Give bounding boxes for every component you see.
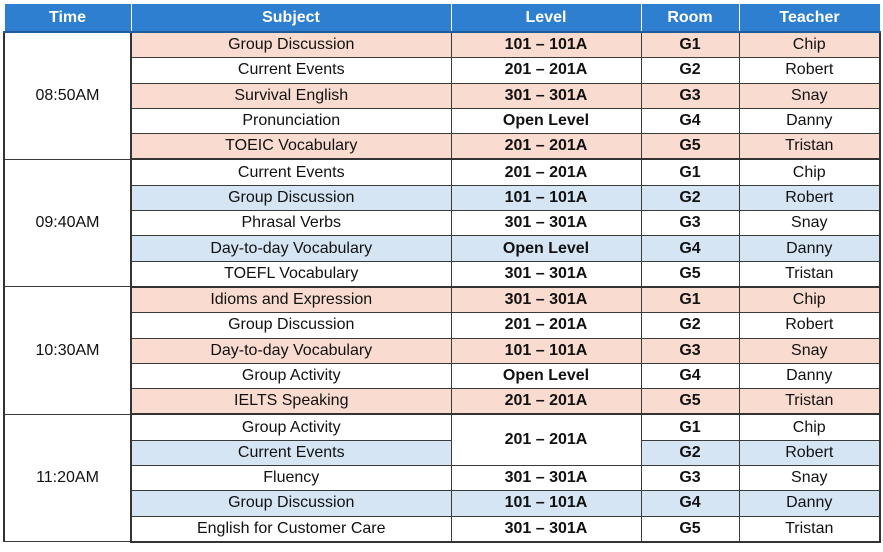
teacher-cell: Robert	[739, 440, 880, 465]
level-cell: 301 – 301A	[451, 287, 641, 313]
room-cell: G3	[641, 338, 739, 363]
room-cell: G3	[641, 83, 739, 108]
table-row	[4, 108, 880, 133]
subject-cell: TOEIC Vocabulary	[131, 134, 451, 160]
subject-cell: Phrasal Verbs	[131, 211, 451, 236]
level-cell: 101 – 101A	[451, 32, 641, 58]
subject-cell: Group Discussion	[131, 32, 451, 58]
subject-cell: Group Activity	[131, 363, 451, 388]
table-row	[4, 516, 880, 542]
teacher-cell: Danny	[739, 363, 880, 388]
table-row	[4, 491, 880, 516]
table-row	[4, 363, 880, 388]
level-cell: 301 – 301A	[451, 211, 641, 236]
level-cell: 301 – 301A	[451, 83, 641, 108]
room-cell: G1	[641, 414, 739, 440]
room-cell: G1	[641, 32, 739, 58]
header-subject: Subject	[131, 4, 451, 33]
table-row	[4, 58, 880, 83]
table-row	[4, 83, 880, 108]
level-cell: Open Level	[451, 363, 641, 388]
teacher-cell: Chip	[739, 159, 880, 185]
teacher-cell: Tristan	[739, 516, 880, 542]
room-cell: G4	[641, 236, 739, 261]
level-cell: 201 – 201A	[451, 159, 641, 185]
teacher-cell: Snay	[739, 211, 880, 236]
subject-cell: Day-to-day Vocabulary	[131, 236, 451, 261]
room-cell: G2	[641, 440, 739, 465]
level-cell: 301 – 301A	[451, 466, 641, 491]
level-cell: 101 – 101A	[451, 185, 641, 210]
teacher-cell: Tristan	[739, 261, 880, 287]
time-slot-cell: 10:30AM	[4, 287, 131, 414]
level-cell: 101 – 101A	[451, 338, 641, 363]
level-cell: Open Level	[451, 236, 641, 261]
room-cell: G4	[641, 363, 739, 388]
header-time: Time	[4, 4, 131, 33]
teacher-cell: Danny	[739, 108, 880, 133]
subject-cell: Survival English	[131, 83, 451, 108]
table-row	[4, 185, 880, 210]
level-cell: Open Level	[451, 108, 641, 133]
teacher-cell: Chip	[739, 287, 880, 313]
room-cell: G4	[641, 491, 739, 516]
subject-cell: Current Events	[131, 159, 451, 185]
teacher-cell: Robert	[739, 185, 880, 210]
level-cell-merged: 201 – 201A	[451, 414, 641, 465]
level-cell: 201 – 201A	[451, 389, 641, 415]
level-cell: 301 – 301A	[451, 516, 641, 542]
level-cell: 201 – 201A	[451, 58, 641, 83]
room-cell: G4	[641, 108, 739, 133]
room-cell: G5	[641, 134, 739, 160]
room-cell: G2	[641, 185, 739, 210]
level-cell: 201 – 201A	[451, 313, 641, 338]
subject-cell: Current Events	[131, 440, 451, 465]
table-row	[4, 338, 880, 363]
room-cell: G3	[641, 211, 739, 236]
table-row	[4, 389, 880, 415]
room-cell: G3	[641, 466, 739, 491]
subject-cell: Current Events	[131, 58, 451, 83]
room-cell: G5	[641, 389, 739, 415]
level-cell: 101 – 101A	[451, 491, 641, 516]
header-row	[4, 4, 880, 33]
teacher-cell: Chip	[739, 414, 880, 440]
teacher-cell: Robert	[739, 58, 880, 83]
subject-cell: Fluency	[131, 466, 451, 491]
subject-cell: Day-to-day Vocabulary	[131, 338, 451, 363]
teacher-cell: Danny	[739, 491, 880, 516]
table-row	[4, 261, 880, 287]
subject-cell: Group Activity	[131, 414, 451, 440]
teacher-cell: Snay	[739, 83, 880, 108]
room-cell: G5	[641, 261, 739, 287]
table-row	[4, 287, 880, 313]
level-cell: 301 – 301A	[451, 261, 641, 287]
subject-cell: English for Customer Care	[131, 516, 451, 542]
level-cell: 201 – 201A	[451, 134, 641, 160]
header-level: Level	[451, 4, 641, 33]
room-cell: G1	[641, 159, 739, 185]
teacher-cell: Tristan	[739, 389, 880, 415]
room-cell: G2	[641, 313, 739, 338]
subject-cell: IELTS Speaking	[131, 389, 451, 415]
room-cell: G2	[641, 58, 739, 83]
subject-cell: Group Discussion	[131, 491, 451, 516]
teacher-cell: Tristan	[739, 134, 880, 160]
time-slot-cell: 08:50AM	[4, 32, 131, 159]
table-row	[4, 440, 880, 465]
teacher-cell: Chip	[739, 32, 880, 58]
subject-cell: Group Discussion	[131, 313, 451, 338]
table-row	[4, 211, 880, 236]
table-row	[4, 159, 880, 185]
room-cell: G1	[641, 287, 739, 313]
room-cell: G5	[641, 516, 739, 542]
schedule-table-wrapper	[3, 3, 881, 543]
table-row	[4, 414, 880, 440]
time-slot-cell: 09:40AM	[4, 159, 131, 286]
subject-cell: TOEFL Vocabulary	[131, 261, 451, 287]
table-row	[4, 236, 880, 261]
header-room: Room	[641, 4, 739, 33]
subject-cell: Pronunciation	[131, 108, 451, 133]
subject-cell: Group Discussion	[131, 185, 451, 210]
header-teacher: Teacher	[739, 4, 880, 33]
table-row	[4, 466, 880, 491]
time-slot-cell: 11:20AM	[4, 414, 131, 541]
class-schedule-table	[3, 3, 881, 543]
teacher-cell: Robert	[739, 313, 880, 338]
teacher-cell: Snay	[739, 338, 880, 363]
table-row	[4, 134, 880, 160]
teacher-cell: Danny	[739, 236, 880, 261]
teacher-cell: Snay	[739, 466, 880, 491]
table-row	[4, 313, 880, 338]
subject-cell: Idioms and Expression	[131, 287, 451, 313]
table-row	[4, 32, 880, 58]
